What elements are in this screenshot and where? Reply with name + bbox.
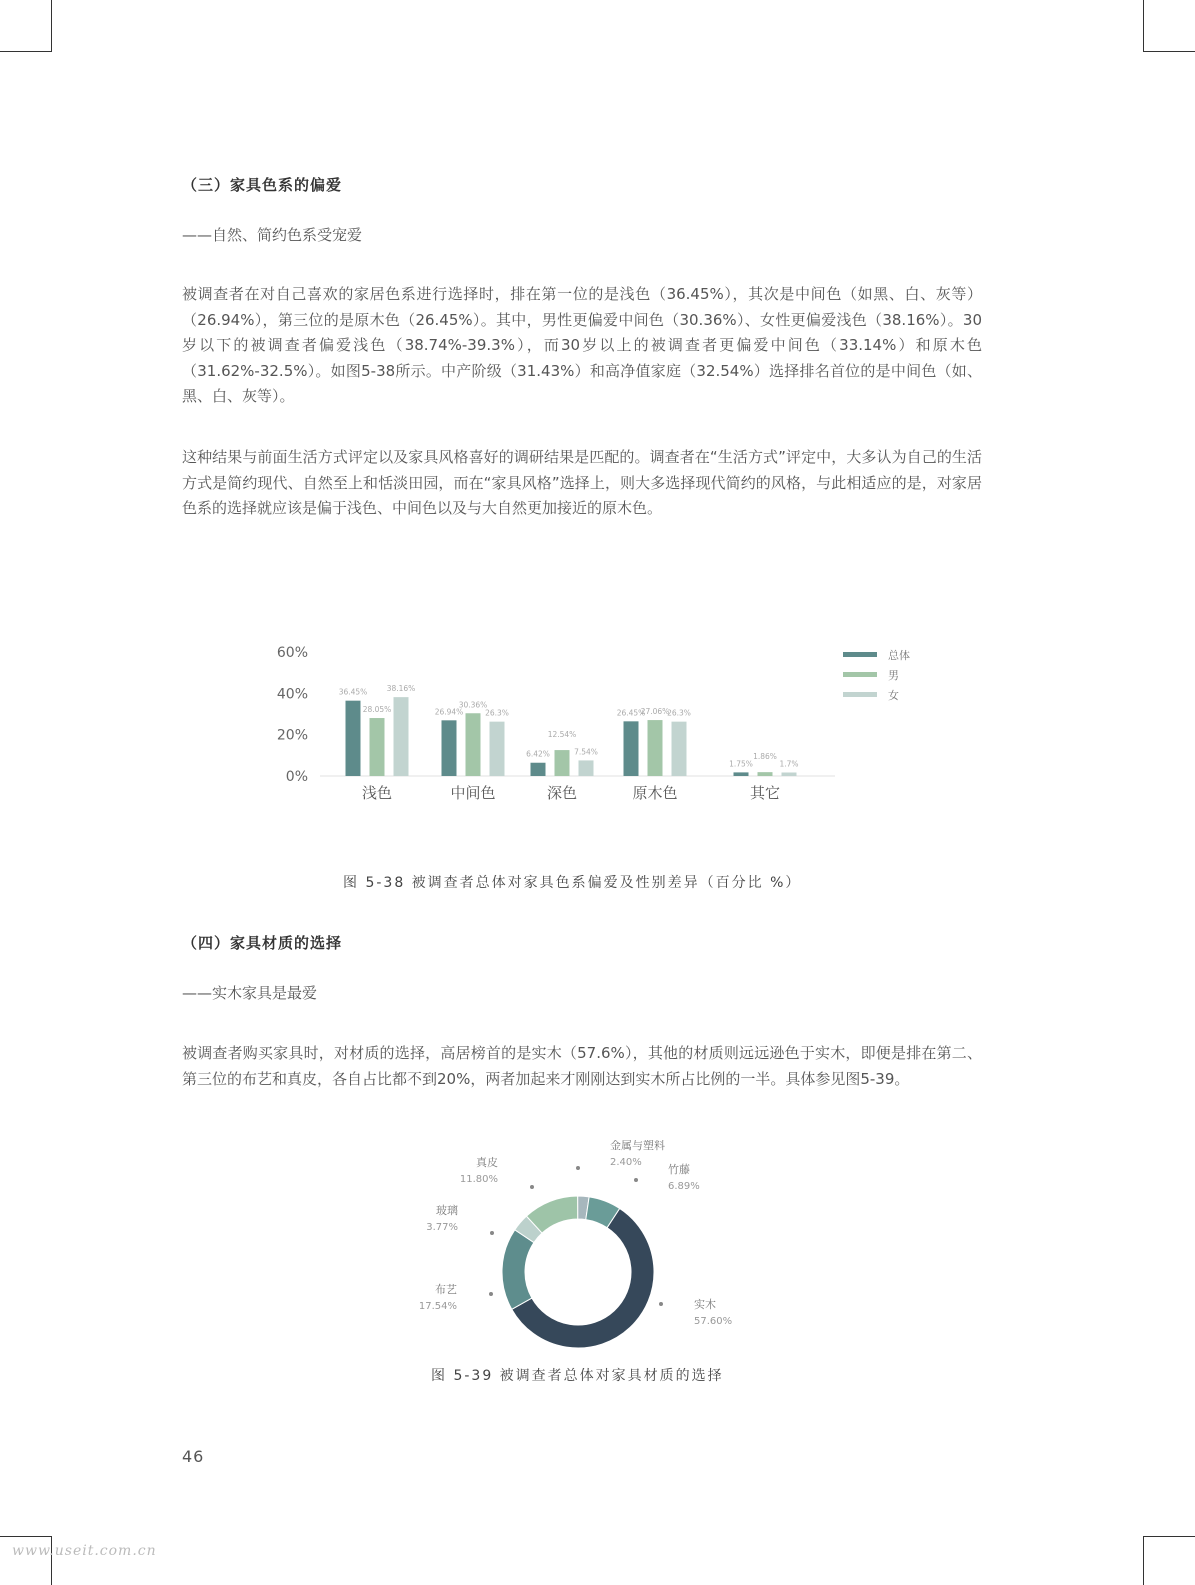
bar	[648, 720, 663, 776]
leader-dot	[634, 1178, 638, 1182]
section-heading-material: （四）家具材质的选择	[182, 934, 343, 952]
figure-caption-5-38: 图 5-38 被调查者总体对家具色系偏爱及性别差异（百分比 %）	[343, 875, 802, 891]
bar	[672, 722, 687, 776]
slice-label: 玻璃	[436, 1204, 458, 1217]
y-tick-label: 0%	[285, 769, 308, 785]
slice-label: 布艺	[435, 1283, 457, 1296]
slice-value-label: 6.89%	[668, 1181, 700, 1192]
slice-value-label: 57.60%	[694, 1316, 733, 1327]
y-tick-label: 20%	[276, 727, 308, 744]
data-label: 1.86%	[753, 752, 777, 762]
slice-label: 金属与塑料	[610, 1140, 665, 1152]
bar	[782, 772, 797, 776]
paragraph-color-1	[182, 282, 982, 410]
bar	[579, 760, 594, 776]
x-tick-label: 深色	[546, 784, 578, 802]
legend-swatch	[843, 672, 877, 677]
legend-swatch	[843, 652, 877, 657]
bar	[442, 720, 457, 776]
slice-value-label: 2.40%	[610, 1157, 642, 1168]
paragraph-material	[182, 1041, 982, 1092]
legend-label: 总体	[888, 649, 910, 662]
leader-dot	[659, 1302, 663, 1306]
data-label: 26.94%	[434, 707, 464, 717]
donut-slice	[502, 1230, 534, 1310]
material-donut-chart	[410, 1140, 790, 1365]
section-subheading-material: ——实木家具是最爱	[182, 984, 318, 1002]
paragraph-text: 被调查者在对自己喜欢的家居色系进行选择时，排在第一位的是浅色（36.45%），其次是中间色（如黑、白、灰等）（26.94%），第三位的是原木色（26.45%）。其中，男性更偏爱中间色（30.36%）、女性更偏爱浅色（38.16%）。30岁以下的被调查者偏爱浅色（38.74%-39.3%），而30岁以上的被调查者更偏爱中间色（33.14%）和原木色（31.62%-32.5%）。如图5-38所示。中产阶级（31.43%）和高净值家庭（32.54%）选择排名首位的是中间色（如、黑、白、灰等）。	[182, 285, 982, 405]
bar	[346, 701, 361, 776]
slice-label: 真皮	[476, 1156, 498, 1169]
data-label: 26.45%	[616, 708, 646, 718]
leader-dot	[576, 1166, 580, 1170]
data-label: 26.3%	[667, 708, 691, 718]
data-label: 26.3%	[485, 708, 509, 718]
legend-swatch	[843, 692, 877, 697]
x-tick-label: 浅色	[361, 784, 393, 802]
bar	[490, 722, 505, 776]
data-label: 12.54%	[547, 730, 577, 740]
slice-value-label: 3.77%	[426, 1222, 458, 1233]
bar	[758, 772, 773, 776]
legend-label: 女	[888, 689, 899, 702]
y-tick-label: 40%	[276, 686, 308, 703]
data-label: 1.7%	[779, 759, 799, 769]
bar	[394, 697, 409, 776]
data-label: 6.42%	[526, 749, 550, 759]
bar	[555, 750, 570, 776]
slice-value-label: 17.54%	[418, 1301, 457, 1312]
data-label: 30.36%	[458, 700, 488, 710]
slice-label: 竹藤	[668, 1163, 690, 1176]
watermark: www.useit.com.cn	[12, 1543, 157, 1559]
x-tick-label: 其它	[749, 784, 781, 802]
crop-mark-top-left	[0, 0, 52, 52]
data-label: 7.54%	[574, 747, 598, 757]
page-number: 46	[182, 1447, 205, 1466]
data-label: 28.05%	[362, 705, 392, 715]
bar	[531, 763, 546, 776]
leader-dot	[530, 1185, 534, 1189]
section-subheading-color: ——自然、简约色系受宠爱	[182, 226, 363, 244]
bar	[466, 713, 481, 776]
paragraph-text: 被调查者购买家具时，对材质的选择，高居榜首的是实木（57.6%），其他的材质则远远逊色于实木，即便是排在第二、第三位的布艺和真皮，各自占比都不到20%，两者加起来才刚刚达到实木所占比例的一半。具体参见图5-39。	[182, 1044, 982, 1088]
x-tick-label: 中间色	[450, 784, 496, 802]
figure-caption-5-39: 图 5-39 被调查者总体对家具材质的选择	[431, 1368, 724, 1384]
legend-label: 男	[888, 669, 899, 682]
color-preference-bar-chart	[260, 630, 940, 820]
crop-mark-bottom-right	[1143, 1536, 1195, 1585]
crop-mark-top-right	[1143, 0, 1195, 52]
data-label: 36.45%	[338, 687, 368, 697]
bar	[624, 721, 639, 776]
data-label: 1.75%	[729, 759, 753, 769]
slice-label: 实木	[694, 1298, 716, 1311]
paragraph-color-2	[182, 445, 982, 522]
section-heading-color: （三）家具色系的偏爱	[182, 176, 343, 194]
paragraph-text: 这种结果与前面生活方式评定以及家具风格喜好的调研结果是匹配的。调查者在“生活方式”评定中，大多认为自己的生活方式是简约现代、自然至上和恬淡田园，而在“家具风格”选择上，则大多选择现代简约的风格，与此相适应的是，对家居色系的选择就应该是偏于浅色、中间色以及与大自然更加接近的原木色。	[182, 448, 982, 517]
x-tick-label: 原木色	[632, 784, 678, 802]
leader-dot	[489, 1292, 493, 1296]
data-label: 38.16%	[386, 684, 416, 694]
data-label: 27.06%	[640, 707, 670, 717]
slice-value-label: 11.80%	[459, 1174, 498, 1185]
y-tick-label: 60%	[276, 645, 308, 661]
leader-dot	[490, 1231, 494, 1235]
bar	[734, 772, 749, 776]
bar	[370, 718, 385, 776]
